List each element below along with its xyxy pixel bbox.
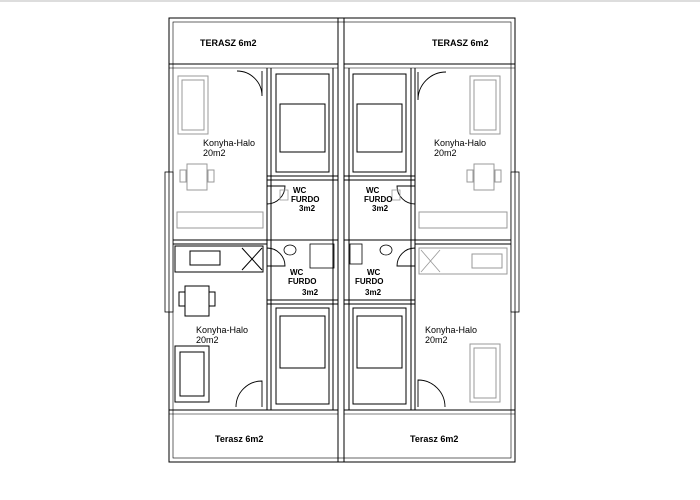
terrace-label-bottom-right: Terasz 6m2	[410, 434, 459, 444]
bath-label-tl-1: WC	[293, 186, 307, 195]
room-name-top-right: Konyha-Halo	[434, 138, 487, 148]
bath-label-br-3: 3m2	[365, 288, 382, 297]
bath-label-br-1: WC	[367, 268, 381, 277]
terraces	[169, 64, 515, 414]
bath-label-tl-3: 3m2	[299, 204, 316, 213]
room-name-bottom-right: Konyha-Halo	[425, 325, 478, 335]
terrace-label-bottom-left: Terasz 6m2	[215, 434, 264, 444]
room-area-bottom-left: 20m2	[196, 335, 219, 345]
bath-label-tr-2: FURDO	[364, 195, 393, 204]
terrace-label-top-right: TERASZ 6m2	[432, 38, 489, 48]
bath-label-bl-1: WC	[290, 268, 304, 277]
terrace-label-top-left: TERASZ 6m2	[200, 38, 257, 48]
room-name-top-left: Konyha-Halo	[203, 138, 256, 148]
interior-walls	[173, 68, 511, 410]
furniture-dark	[175, 246, 263, 402]
room-area-bottom-right: 20m2	[425, 335, 448, 345]
bath-label-tl-2: FURDO	[291, 195, 320, 204]
bath-label-br-2: FURDO	[355, 277, 384, 286]
bath-label-bl-2: FURDO	[288, 277, 317, 286]
side-windows	[165, 172, 519, 312]
living-furniture	[177, 76, 507, 402]
room-area-top-right: 20m2	[434, 148, 457, 158]
beds	[276, 74, 406, 404]
bath-label-tr-3: 3m2	[372, 204, 389, 213]
bath-label-bl-3: 3m2	[302, 288, 319, 297]
room-area-top-left: 20m2	[203, 148, 226, 158]
stove-marks	[421, 250, 440, 272]
bath-label-tr-1: WC	[366, 186, 380, 195]
room-name-bottom-left: Konyha-Halo	[196, 325, 249, 335]
